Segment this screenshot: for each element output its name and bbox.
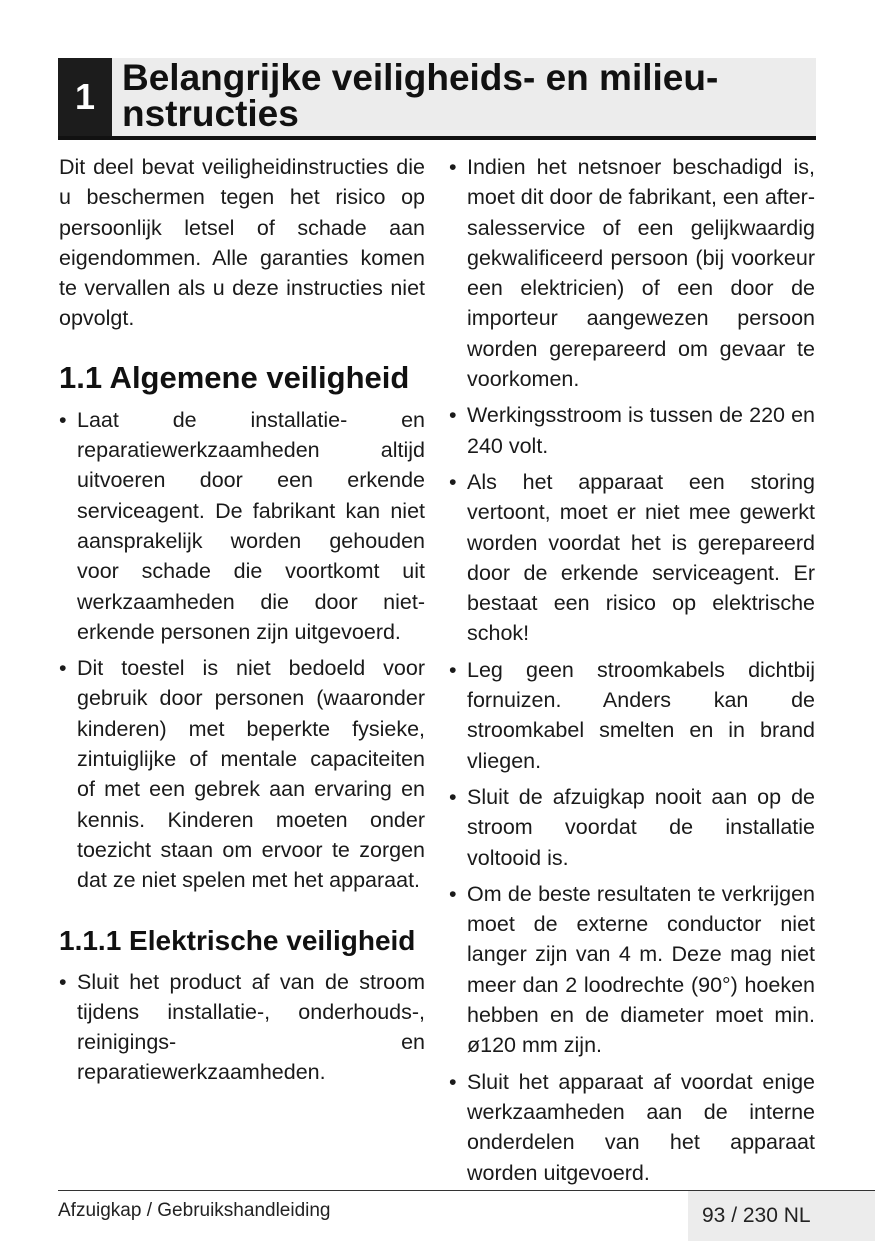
section-heading-electrical-safety: 1.1.1 Elektrische veiligheid — [59, 924, 416, 956]
list-item: • Indien het netsnoer beschadigd is, moet dit door de fabrikant, een after-salesservice of een gelijkwaardig gekwalificeerd persoon (bij voorkeur een elektricien) of een door de importeur aangewezen persoon worden gerepareerd om gevaar te voorkomen. — [449, 152, 815, 394]
chapter-header — [58, 58, 816, 140]
left-column — [59, 152, 425, 1094]
electrical-safety-list-continued — [449, 152, 815, 1188]
list-item: • Sluit de afzuigkap nooit aan op de stroom voordat de installatie voltooid is. — [449, 782, 815, 873]
general-safety-list — [59, 405, 425, 896]
list-item: • Sluit het product af van de stroom tijdens installatie-, onderhouds-, reinigings- en reparatiewerkzaamheden. — [59, 967, 425, 1088]
chapter-number: 1 — [58, 58, 112, 136]
list-item: • Leg geen stroomkabels dichtbij fornuizen. Anders kan de stroomkabel smelten en in brand vliegen. — [449, 655, 815, 776]
list-item: • Laat de installatie- en reparatiewerkzaamheden altijd uitvoeren door een erkende serviceagent. De fabrikant kan niet aansprakelijk worden gehouden voor schade die voortkomt uit werkzaamheden die door niet-erkende personen zijn uitgevoerd. — [59, 405, 425, 647]
list-item: • Sluit het apparaat af voordat enige werkzaamheden aan de interne onderdelen van het apparaat worden uitgevoerd. — [449, 1067, 815, 1188]
intro-paragraph: Dit deel bevat veiligheidinstructies die u beschermen tegen het risico op persoonlijk letsel of schade aan eigendommen. Alle garanties komen te vervallen als u deze instructies niet opvolgt. — [59, 155, 425, 331]
list-item: • Dit toestel is niet bedoeld voor gebruik door personen (waaronder kinderen) met beperkte fysieke, zintuiglijke of mentale capaciteiten of met een gebrek aan ervaring en kennis. Kinderen moeten onder toezicht staan om ervoor te zorgen dat ze niet spelen met het apparaat. — [59, 653, 425, 895]
right-column — [449, 152, 815, 1194]
list-item: • Als het apparaat een storing vertoont, moet er niet mee gewerkt worden voordat het is gerepareerd door de erkende serviceagent. Er bestaat een risico op elektrische schok! — [449, 467, 815, 649]
electrical-safety-list — [59, 967, 425, 1088]
chapter-title: Belangrijke veiligheids- en milieu-nstructies — [122, 57, 719, 134]
list-item: • Werkingsstroom is tussen de 220 en 240 volt. — [449, 400, 815, 461]
page-number: 93 / 230 NL — [688, 1191, 875, 1241]
footer-document-title: Afzuigkap / Gebruikshandleiding — [58, 1200, 331, 1221]
section-heading-general-safety: 1.1 Algemene veiligheid — [59, 359, 410, 395]
list-item: • Om de beste resultaten te verkrijgen moet de externe conductor niet langer zijn van 4 m. Deze mag niet meer dan 2 loodrechte (90°) hoeken hebben en de diameter moet min. ø120 mm zijn. — [449, 879, 815, 1061]
